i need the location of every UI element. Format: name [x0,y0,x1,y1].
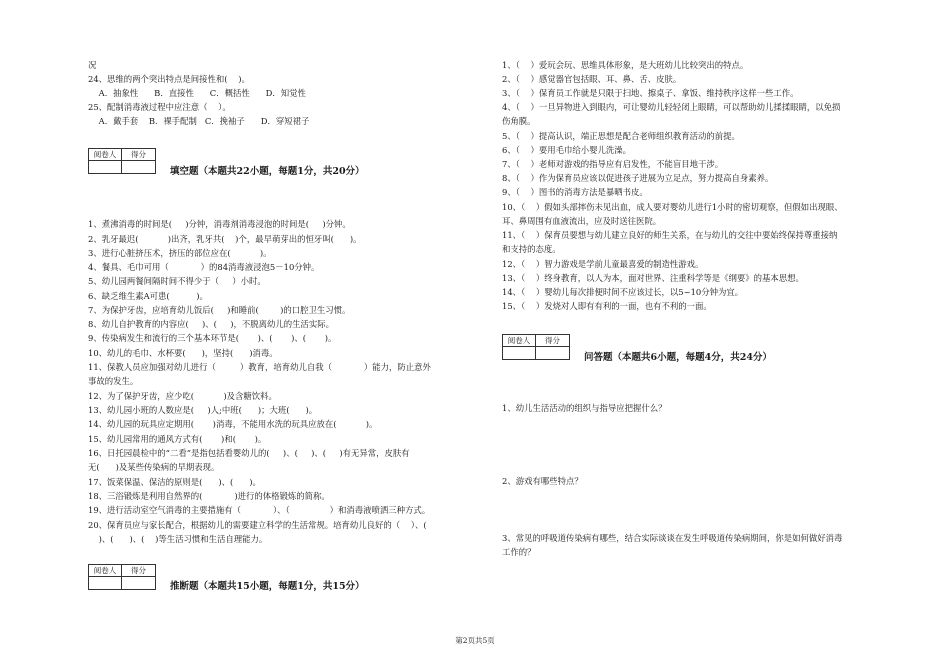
score-label: 得分 [122,565,155,577]
text-line: 况 [88,60,97,70]
qa-question: 工作的？ [502,547,536,557]
judge-line: 耳、鼻周围有血液流出，应及时送往医院。 [502,216,662,226]
fill-line: 19、进行活动室空气消毒的主要措施有（ ）、（ ）和消毒液喷洒三种方式。 [88,505,431,515]
judge-line: 14、（ ）婴幼儿每次排便时间不应该过长，以5~10分钟为宜。 [502,287,744,297]
fill-line: 16、日托园晨检中的“二看”是指包括看婴幼儿的( )、( )、( )有无异常，皮肤有 [88,448,410,458]
page-footer: 第2页共5页 [455,636,495,645]
fill-line: 2、乳牙最迟( )出齐，乳牙共( )个，最早萌芽出的恒牙叫( )。 [88,234,362,244]
judge-line: 伤角膜。 [502,116,536,126]
section-title-qa: 问答题（本题共6小题，每题4分，共24分） [584,352,772,363]
section-title-judge: 推断题（本题共15小题，每题1分，共15分） [170,581,365,592]
text-line: 25、配制消毒液过程中应注意（ ）。 [88,102,231,112]
fill-line: 事故的发生。 [88,376,139,386]
judge-line: 1、（ ）爱玩会玩、思维具体形象，是大班幼儿比较突出的特点。 [502,60,749,70]
score-label: 得分 [122,149,155,161]
judge-line: 9、（ ）图书的消毒方法是暴晒书皮。 [502,187,648,197]
score-box [502,334,570,360]
section-title-fill: 填空题（本题共22小题，每题1分，共20分） [170,166,365,177]
judge-line: 7、（ ）老师对游戏的指导应有启发性，不能盲目地干涉。 [502,159,724,169]
reviewer-label: 阅卷人 [503,335,536,347]
judge-line: 和支持的态度。 [502,244,561,254]
fill-line: 4、餐具、毛巾可用（ ）的84消毒液浸泡5－10分钟。 [88,262,320,272]
reviewer-cell [89,161,122,173]
judge-line: 4、（ ）一旦异物进入到眼内，可让婴幼儿轻轻闭上眼睛，可以帮助幼儿揉揉眼睛，以免损 [502,102,841,112]
fill-line: 18、三浴锻炼是利用自然界的( )进行的体格锻炼的简称。 [88,491,330,501]
judge-line: 6、（ ）要用毛巾给小婴儿洗澡。 [502,145,632,155]
judge-line: 3、（ ）保育员工作就是只限于扫地、擦桌子、拿饭、维持秩序这样一些工作。 [502,88,799,98]
text-line: 24、思维的两个突出特点是间接性和( )。 [88,74,250,84]
text-line: A．抽象性 B．直接性 C．概括性 D．知觉性 [88,88,306,98]
fill-line: 8、幼儿自护教育的内容应( )、( )，不脱离幼儿的生活实际。 [88,319,335,329]
fill-line: 3、进行心脏挤压术，挤压的部位应在( )。 [88,248,272,258]
judge-line: 8、（ ）作为保育员应该以促进孩子进展为立足点，努力提高自身素养。 [502,173,774,183]
fill-line: 无( )及某些传染病的早期表现。 [88,462,220,472]
score-cell [122,161,155,173]
qa-question: 3、常见的呼吸道传染病有哪些，结合实际谈谈在发生呼吸道传染病期间，你是如何做好消毒 [502,533,843,543]
judge-line: 13、（ ）终身教育，以人为本，面对世界、注重科学等是《纲要》的基本思想。 [502,273,804,283]
qa-question: 1、幼儿生活活动的组织与指导应把握什么？ [502,403,667,413]
fill-line: 1、煮沸消毒的时间是( )分钟，消毒剂消毒浸泡的时间是( )分钟。 [88,219,351,229]
judge-line: 10、（ ）假如头部摔伤未见出血，成人要对婴幼儿进行1小时的密切观察，但假如出现眼、 [502,202,843,212]
fill-line: 11、保教人员应加强对幼儿进行（ ）教育，培育幼儿自我（ ）能力，防止意外 [88,362,431,372]
qa-question: 2、游戏有哪些特点？ [502,476,583,486]
score-label: 得分 [536,335,569,347]
judge-line: 2、（ ）感觉器官包括眼、耳、鼻、舌、皮肤。 [502,74,682,84]
reviewer-cell [503,347,536,359]
text-line: A．戴手套 B．裸手配制 C．挽袖子 D．穿短裙子 [88,116,310,126]
judge-line: 5、（ ）提高认识，端正思想是配合老师组织教育活动的前提。 [502,131,740,141]
reviewer-label: 阅卷人 [89,565,122,577]
fill-line: 13、幼儿园小班的人数应是( )人;中班( )；大班( )。 [88,405,318,415]
judge-line: 12、（ ）智力游戏是学前儿童最喜爱的制造性游戏。 [502,259,704,269]
fill-line: 10、幼儿的毛巾、水杯要( )，坚持( )消毒。 [88,348,278,358]
score-box [88,564,156,590]
reviewer-cell [89,577,122,589]
fill-line: )、( )、( )等生活习惯和生活自理能力。 [88,534,268,544]
fill-line: 7、为保护牙齿，应培育幼儿饭后( )和睡前( )的口腔卫生习惯。 [88,305,351,315]
fill-line: 9、传染病发生和流行的三个基本环节是( )、( )、( )。 [88,333,337,343]
fill-line: 5、幼儿园两餐间隔时间不得少于（ ）小时。 [88,276,266,286]
reviewer-label: 阅卷人 [89,149,122,161]
fill-line: 6、缺乏维生素A可患( )。 [88,291,208,301]
judge-line: 11、（ ）保育员要想与幼儿建立良好的师生关系，在与幼儿的交往中要始终保持尊重接纳 [502,230,838,240]
score-box [88,148,156,174]
fill-line: 12、为了保护牙齿，应少吃( )及含糖饮料。 [88,391,277,401]
fill-line: 15、幼儿园常用的通风方式有( )和( )。 [88,434,267,444]
fill-line: 20、保育员应与家长配合，根据幼儿的需要建立科学的生活常规。培育幼儿良好的（ ）、( [88,520,427,530]
fill-line: 14、幼儿园的玩具应定期用( )消毒，不能用水洗的玩具应放在( )。 [88,419,378,429]
judge-line: 15、（ ）发烧对人即有有利的一面，也有不利的一面。 [502,301,712,311]
score-cell [536,347,569,359]
fill-line: 17、饭菜保温、保洁的原则是( )、( )。 [88,477,261,487]
score-cell [122,577,155,589]
